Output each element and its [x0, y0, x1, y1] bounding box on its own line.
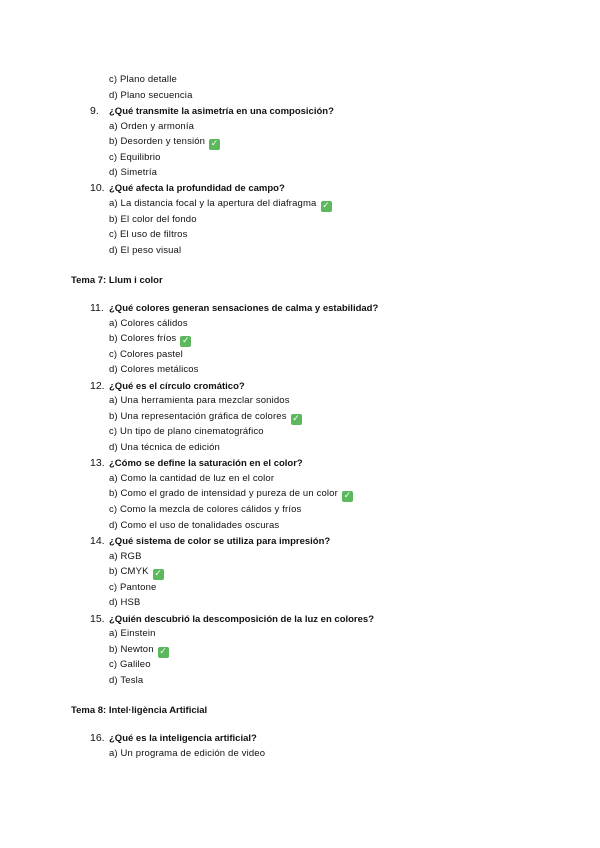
- q12-option-c: [109, 426, 264, 438]
- question-number: 16.: [90, 732, 105, 744]
- question-text: ¿Quién descubrió la descomposición de la luz en colores?: [109, 614, 375, 625]
- question-number: 14.: [90, 535, 105, 547]
- q15-option-b: [109, 644, 169, 658]
- q8-option-d: d) Plano secuencia: [109, 90, 193, 101]
- option-text: d) El peso visual: [109, 245, 182, 256]
- option-text: d) Colores metálicos: [109, 364, 199, 375]
- q13-option-c: [109, 504, 301, 516]
- q10-option-c: [109, 229, 188, 241]
- option-text: c) Galileo: [109, 659, 151, 670]
- check-mark-icon: ✓: [292, 414, 300, 424]
- question-text: ¿Qué afecta la profundidad de campo?: [109, 183, 285, 194]
- q15-option-c: [109, 659, 151, 671]
- option-text: b) Newton: [109, 644, 154, 655]
- option-text: a) Colores cálidos: [109, 318, 188, 329]
- question-text: ¿Cómo se define la saturación en el color?: [109, 458, 303, 469]
- check-mark-icon: ✓: [154, 569, 162, 579]
- q9-option-c: [109, 152, 161, 164]
- option-text: a) Einstein: [109, 628, 156, 639]
- option-text: a) RGB: [109, 551, 142, 562]
- option-text: b) Desorden y tensión: [109, 136, 206, 147]
- q9-option-d: [109, 167, 157, 179]
- question-number: 11.: [90, 302, 104, 314]
- option-text: b) Una representación gráfica de colores: [109, 411, 287, 422]
- question-10: [90, 182, 285, 195]
- q8-option-c: c) Plano detalle: [109, 74, 177, 85]
- option-text: a) Un programa de edición de video: [109, 748, 266, 759]
- option-text: a) Una herramienta para mezclar sonidos: [109, 395, 290, 406]
- q13-option-b: [109, 488, 353, 502]
- question-number: 9.: [90, 105, 99, 117]
- option-text: d) HSB: [109, 597, 141, 608]
- q11-option-d: [109, 364, 199, 376]
- option-text: b) Colores fríos: [109, 333, 177, 344]
- q14-option-a: [109, 551, 142, 563]
- option-text: b) CMYK: [109, 566, 149, 577]
- check-mark-icon: ✓: [343, 491, 352, 501]
- q10-option-a: [109, 198, 332, 212]
- option-text: d) Una técnica de edición: [109, 442, 220, 453]
- question-text: ¿Qué es la inteligencia artificial?: [109, 733, 257, 744]
- option-text: d) Como el uso de tonalidades oscuras: [109, 520, 280, 531]
- question-13: [90, 457, 303, 470]
- question-text: ¿Qué transmite la asimetría en una composición?: [109, 106, 334, 117]
- option-text: b) Como el grado de intensidad y pureza de un color: [109, 488, 338, 499]
- section-heading-tema-8: Tema 8: Intel·ligència Artificial: [71, 705, 208, 716]
- question-16: [90, 732, 257, 745]
- q11-option-c: [109, 349, 183, 361]
- check-mark-icon: ✓: [181, 336, 190, 346]
- q16-option-a: [109, 748, 265, 760]
- question-number: 12.: [90, 380, 105, 392]
- q14-option-c: [109, 582, 156, 594]
- q12-option-b: [109, 411, 302, 425]
- q9-option-b: [109, 136, 220, 150]
- option-text: b) El color del fondo: [109, 214, 197, 225]
- question-number: 10.: [90, 182, 105, 194]
- question-number: 15.: [90, 613, 105, 625]
- q11-option-a: [109, 318, 188, 330]
- option-text: a) La distancia focal y la apertura del diafragma: [109, 198, 317, 209]
- question-text: ¿Qué colores generan sensaciones de calma y estabilidad?: [109, 303, 379, 314]
- option-text: d) Tesla: [109, 675, 144, 686]
- q15-option-d: [109, 675, 143, 687]
- question-text: ¿Qué sistema de color se utiliza para impresión?: [109, 536, 331, 547]
- option-text: c) Colores pastel: [109, 349, 183, 360]
- q10-option-b: [109, 214, 197, 226]
- question-15: [90, 613, 374, 626]
- section-heading-tema-7: Tema 7: Llum i color: [71, 275, 163, 286]
- option-text: c) El uso de filtros: [109, 229, 188, 240]
- q14-option-d: [109, 597, 141, 609]
- question-12: [90, 380, 245, 393]
- check-mark-icon: ✓: [159, 647, 167, 657]
- q14-option-b: [109, 566, 164, 580]
- option-text: c) Un tipo de plano cinematográfico: [109, 426, 264, 437]
- q11-option-b: [109, 333, 191, 347]
- q12-option-a: [109, 395, 290, 407]
- q13-option-d: [109, 520, 279, 532]
- option-text: d) Simetría: [109, 167, 158, 178]
- q9-option-a: [109, 121, 194, 133]
- question-11: [90, 302, 378, 315]
- question-number: 13.: [90, 457, 105, 469]
- option-text: c) Pantone: [109, 582, 157, 593]
- check-mark-icon: ✓: [210, 139, 219, 149]
- option-text: c) Como la mezcla de colores cálidos y fríos: [109, 504, 302, 515]
- question-14: [90, 535, 330, 548]
- option-text: a) Como la cantidad de luz en el color: [109, 473, 275, 484]
- question-9: [90, 105, 334, 118]
- option-text: c) Equilibrio: [109, 152, 161, 163]
- q13-option-a: [109, 473, 274, 485]
- q15-option-a: [109, 628, 156, 640]
- question-text: ¿Qué es el círculo cromático?: [109, 381, 245, 392]
- option-text: a) Orden y armonía: [109, 121, 195, 132]
- q10-option-d: [109, 245, 181, 257]
- q12-option-d: [109, 442, 220, 454]
- check-mark-icon: ✓: [322, 201, 330, 211]
